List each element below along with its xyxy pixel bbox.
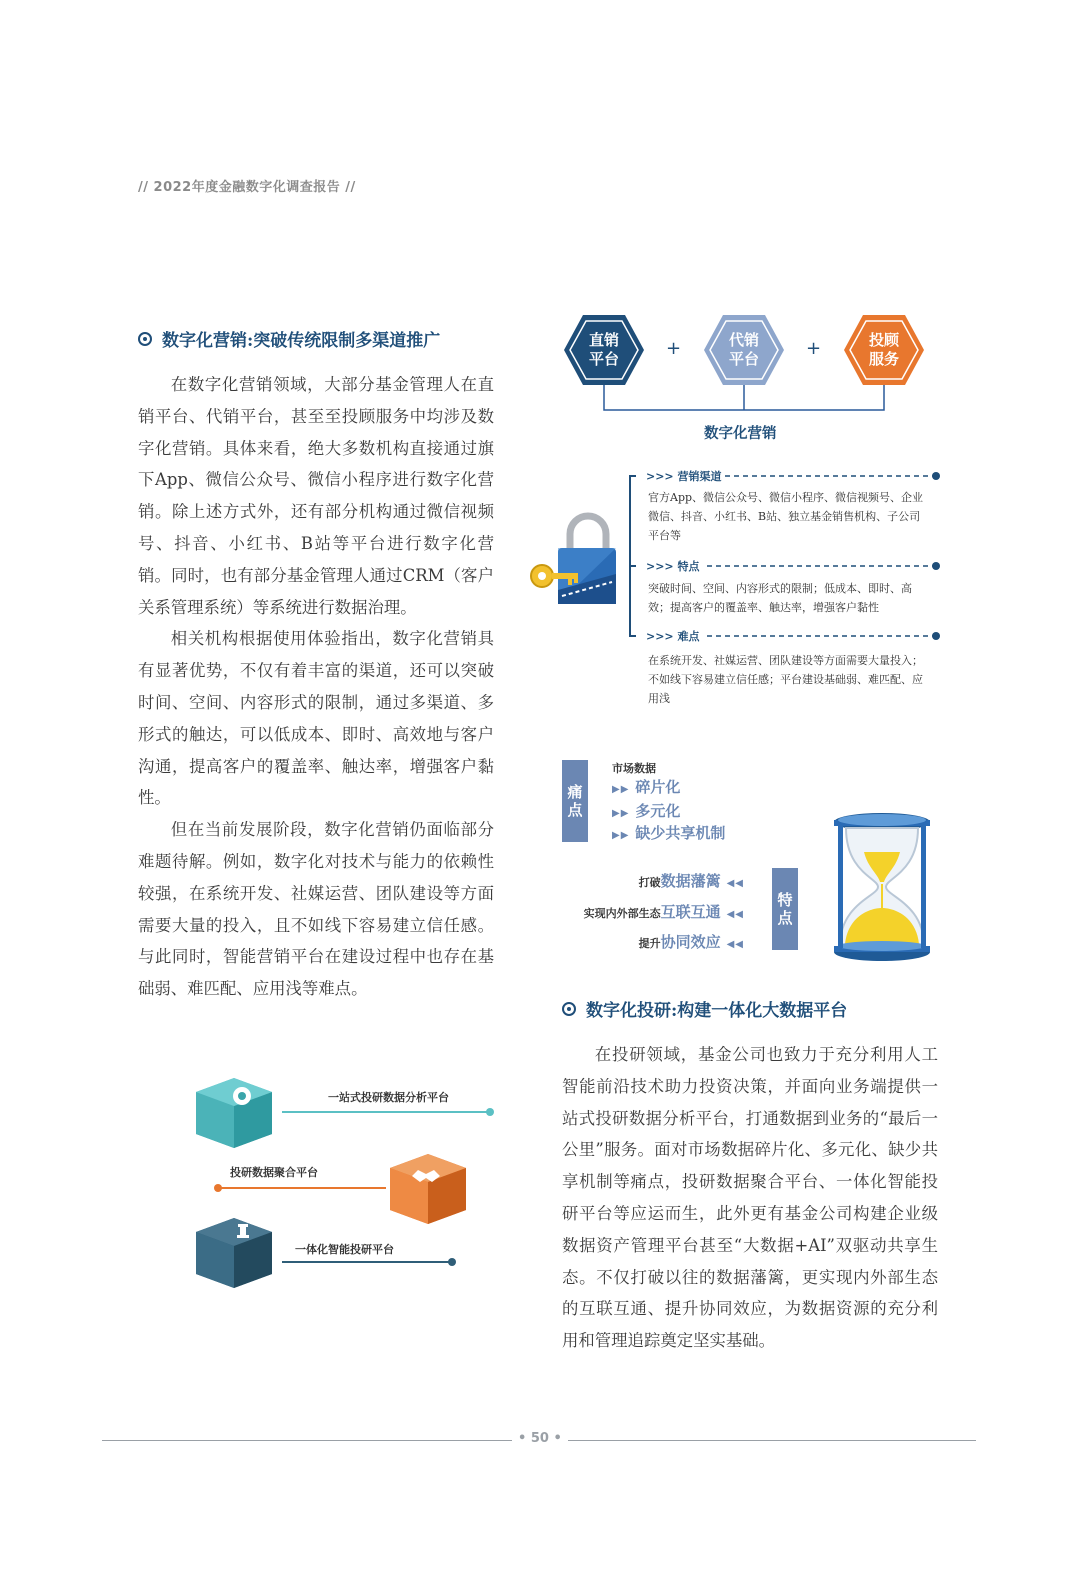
hex-advisory-service — [842, 313, 926, 387]
hex-label: 代销 平台 — [728, 331, 759, 368]
plus-sign: + — [666, 338, 682, 359]
hex-label: 投顾 服务 — [868, 331, 899, 368]
circle-bullet-icon — [562, 1002, 576, 1016]
pain-item: ▶▶ 多元化 — [612, 802, 681, 820]
list-head-channels: >>> 营销渠道 — [646, 468, 725, 484]
section-title-text: 数字化投研:构建一体化大数据平台 — [586, 1001, 848, 1021]
section-title-marketing — [138, 326, 440, 351]
platform-cubes — [190, 1074, 510, 1294]
market-data-label: 市场数据 — [612, 762, 656, 775]
plus-sign: + — [806, 338, 822, 359]
feature-item: 提升协同效应 ◀◀ — [638, 933, 744, 951]
paragraph: 在数字化营销领域，大部分基金管理人在直销平台、代销平台，甚至至投顾服务中均涉及数字化营销。具体来看，绝大多数机构直接通过旗下App、微信公众号、微信小程序进行数字化营销。除上述方式外，还有部分机构通过微信视频号、抖音、小红书、B站等平台进行数字化营销。同时，也有部分基金管理人通过CRM（客户关系管理系统）等系统进行数据治理。 — [138, 375, 494, 617]
pain-point-box: 痛 点 — [562, 760, 588, 842]
paragraph: 但在当前发展阶段，数字化营销仍面临部分难题待解。例如，数字化对技术与能力的依赖性较强，在系统开发、社媒运营、团队建设等方面需要大量的投入，且不如线下容易建立信任感。与此同时，智能营销平台在建设过程中也存在基础弱、难匹配、应用浅等难点。 — [138, 820, 494, 999]
hex-label: 直销 平台 — [588, 331, 619, 368]
list-text-features: 突破时间、空间、内容形式的限制；低成本、即时、高效；提高客户的覆盖率、触达率，增强客户黏性 — [648, 582, 912, 614]
pain-item: ▶▶ 碎片化 — [612, 778, 681, 796]
footer-divider-left — [102, 1440, 512, 1441]
hourglass-icon — [830, 812, 934, 962]
paragraph: 在投研领域，基金公司也致力于充分利用人工智能前沿技术助力投资决策，并面向业务端提供一站式投研数据分析平台，打通数据到业务的“最后一公里”服务。面对市场数据碎片化、多元化、缺少共享机制等痛点，投研数据聚合平台、一体化智能投研平台等应运而生，此外更有基金公司构建企业级数据资产管理平台甚至“大数据+AI”双驱动共享生态。不仅打破以往的数据藩篱，更实现内外部生态的互联互通、提升协同效应，为数据资源的充分利用和管理追踪奠定坚实基础。 — [562, 1045, 938, 1351]
marketing-body — [138, 369, 494, 1005]
feature-item: 实现内外部生态互联互通 ◀◀ — [583, 903, 744, 921]
hex-agency-sales — [702, 313, 786, 387]
footer-divider-right — [568, 1440, 976, 1441]
feature-box: 特 点 — [772, 868, 798, 950]
diagram-caption: 数字化营销 — [704, 425, 777, 442]
list-head-features: >>> 特点 — [646, 558, 703, 574]
padlock-key-icon — [528, 510, 620, 610]
pain-item: ▶▶ 缺少共享机制 — [612, 824, 726, 842]
section-title-text: 数字化营销:突破传统限制多渠道推广 — [162, 331, 441, 351]
report-header: // 2022年度金融数字化调查报告 // — [138, 180, 356, 195]
cube-label: 一体化智能投研平台 — [295, 1243, 394, 1256]
list-head-difficulties: >>> 难点 — [646, 628, 703, 644]
section-title-research — [562, 996, 847, 1021]
research-body — [562, 1039, 938, 1357]
list-text-difficulties: 在系统开发、社媒运营、团队建设等方面需要大量投入；不如线下容易建立信任感；平台建设基础弱、难匹配、应用浅 — [648, 654, 923, 705]
hex-direct-sales — [562, 313, 646, 387]
circle-bullet-icon — [138, 332, 152, 346]
cube-label: 一站式投研数据分析平台 — [328, 1091, 449, 1104]
list-text-channels: 官方App、微信公众号、微信小程序、微信视频号、企业微信、抖音、小红书、B站、独立基金销售机构、子公司平台等 — [648, 491, 924, 542]
cube-label: 投研数据聚合平台 — [230, 1166, 318, 1179]
feature-item: 打破数据藩篱 ◀◀ — [638, 872, 744, 890]
paragraph: 相关机构根据使用体验指出，数字化营销具有显著优势，不仅有着丰富的渠道，还可以突破时间、空间、内容形式的限制，通过多渠道、多形式的触达，可以低成本、即时、高效地与客户沟通，提高客户的覆盖率、触达率，增强客户黏性。 — [138, 629, 494, 808]
page-number: • 50 • — [518, 1431, 562, 1446]
